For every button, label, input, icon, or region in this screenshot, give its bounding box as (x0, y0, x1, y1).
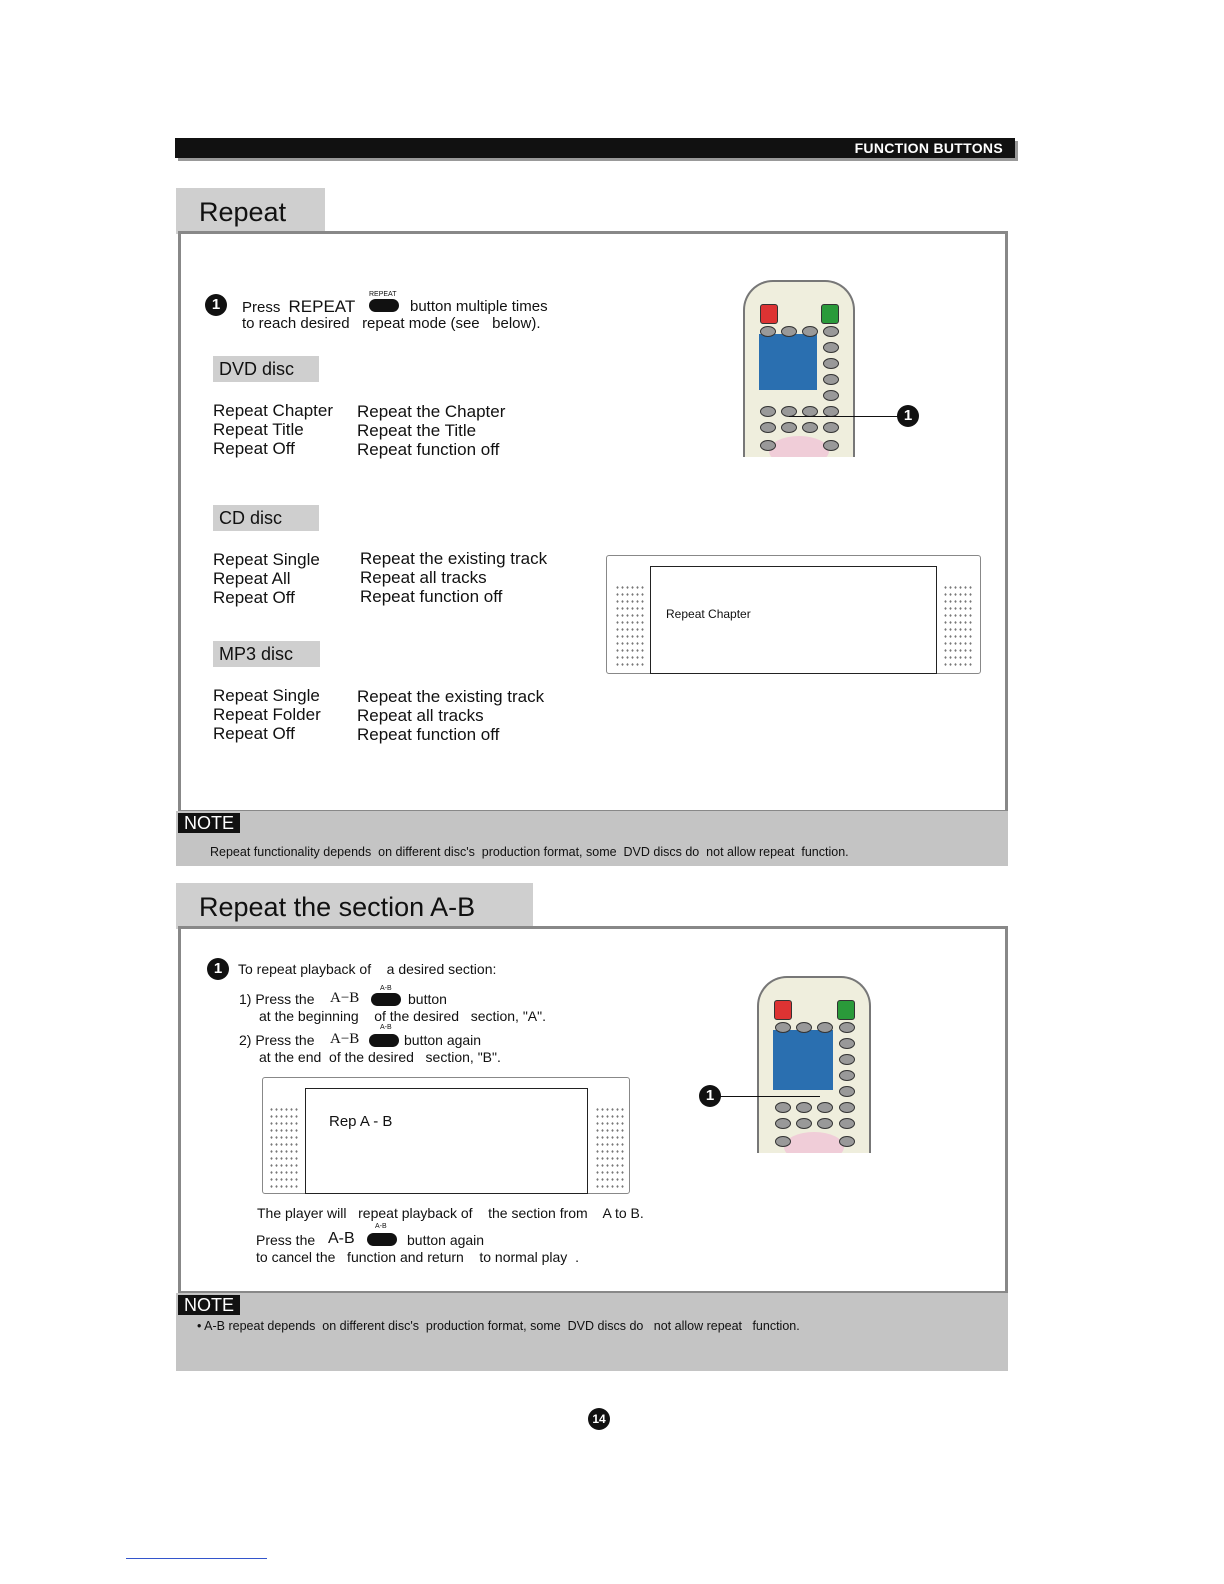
cd-descriptions (360, 549, 547, 606)
ab-button-caption: A-B (380, 985, 392, 992)
remote-callout-1: 1 (897, 405, 919, 427)
note-text-body: A-B repeat depends on different disc's production format, some DVD discs do not allow repeat function. (204, 1319, 800, 1333)
remote-control-illustration (743, 280, 855, 457)
callout-line (720, 1096, 820, 1097)
ab-section-title (176, 883, 533, 929)
note-text: Repeat functionality depends on different disc's production format, some DVD discs do not allow repeat function. (210, 845, 849, 859)
cd-desc: Repeat the existing track (360, 549, 548, 568)
ab-step2-post: button again (404, 1032, 482, 1048)
repeat-section-title (176, 188, 325, 234)
dvd-desc: Repeat function off (357, 440, 500, 459)
ab-button-icon (369, 1034, 399, 1047)
tv-screen-illustration (606, 555, 981, 674)
ab-intro: To repeat playback of a desired section: (238, 961, 497, 977)
eject-button-icon (821, 304, 839, 324)
ab-step2-pre: 2) Press the (239, 1032, 315, 1048)
ab-cancel-post: button again (407, 1232, 485, 1248)
section-header-title: FUNCTION BUTTONS (854, 140, 1003, 156)
ab-title-text: Repeat the section A-B (199, 892, 476, 922)
repeat-key-name: REPEAT (288, 297, 356, 316)
nav-pad (784, 1132, 844, 1153)
ab-step1-pre: 1) Press the (239, 991, 315, 1007)
step-1-marker: 1 (207, 958, 229, 980)
keypad-block (759, 334, 817, 390)
press-text: Press (242, 299, 281, 316)
cd-mode: Repeat Off (213, 588, 295, 607)
mp3-mode: Repeat Off (213, 724, 295, 743)
section-header-bar (175, 138, 1015, 158)
note-label: NOTE (178, 813, 240, 833)
power-button-icon (760, 304, 778, 324)
repeat-button-icon (369, 299, 399, 312)
tv-screen-illustration (262, 1077, 630, 1194)
ab-cancel-pre: Press the (256, 1232, 316, 1248)
callout-line (789, 416, 899, 417)
mp3-mode: Repeat Single (213, 686, 320, 705)
ab-step2-key: A−B (330, 1031, 360, 1047)
remote-control-illustration (757, 976, 871, 1153)
keypad-block (773, 1030, 833, 1090)
dvd-descriptions (357, 402, 505, 459)
dvd-disc-label: DVD disc (213, 356, 319, 382)
mp3-desc: Repeat the existing track (357, 687, 545, 706)
repeat-step-line1 (242, 297, 355, 317)
power-button-icon (774, 1000, 792, 1020)
ab-step1-line2: at the beginning of the desired section, "A". (259, 1008, 547, 1024)
mp3-modes (213, 686, 321, 743)
dvd-desc: Repeat the Title (357, 421, 477, 440)
page-number: 14 (588, 1408, 610, 1430)
repeat-step-line1-post: button multiple times (410, 298, 548, 315)
ab-button-icon (367, 1233, 397, 1246)
mp3-descriptions (357, 687, 544, 744)
remote-callout-1: 1 (699, 1085, 721, 1107)
screen-osd-text: Rep A - B (329, 1113, 393, 1130)
dvd-mode: Repeat Off (213, 439, 295, 458)
ab-result-text: The player will repeat playback of the section from A to B. (257, 1205, 644, 1221)
cd-mode: Repeat All (213, 569, 291, 588)
cd-desc: Repeat function off (360, 587, 503, 606)
ab-button-caption: A-B (380, 1024, 392, 1031)
ab-step1-post: button (408, 991, 447, 1007)
repeat-button-caption: REPEAT (369, 291, 397, 298)
footer-rule (126, 1558, 267, 1559)
dvd-mode: Repeat Chapter (213, 401, 334, 420)
cd-desc: Repeat all tracks (360, 568, 487, 587)
note-label: NOTE (178, 1295, 240, 1315)
cd-disc-label: CD disc (213, 505, 319, 531)
ab-step2-line2: at the end of the desired section, "B". (259, 1049, 501, 1065)
note-text: • A-B repeat depends on different disc's production format, some DVD discs do not allow repeat function. (197, 1319, 800, 1333)
dvd-modes (213, 401, 333, 458)
ab-button-caption: A-B (375, 1223, 387, 1230)
mp3-mode: Repeat Folder (213, 705, 321, 724)
eject-button-icon (837, 1000, 855, 1020)
cd-mode: Repeat Single (213, 550, 320, 569)
ab-step1-key: A−B (330, 990, 360, 1006)
dvd-mode: Repeat Title (213, 420, 304, 439)
mp3-desc: Repeat all tracks (357, 706, 484, 725)
repeat-title-text: Repeat (199, 197, 287, 227)
ab-cancel-key: A-B (328, 1230, 355, 1247)
mp3-desc: Repeat function off (357, 725, 500, 744)
step-1-marker: 1 (205, 294, 227, 316)
screen-osd-text: Repeat Chapter (666, 607, 751, 621)
dvd-desc: Repeat the Chapter (357, 402, 506, 421)
repeat-step-line2: to reach desired repeat mode (see below). (242, 315, 541, 332)
mp3-disc-label: MP3 disc (213, 641, 320, 667)
ab-cancel-line2: to cancel the function and return to normal play . (256, 1249, 579, 1265)
nav-pad (769, 436, 829, 457)
ab-button-icon (371, 993, 401, 1006)
cd-modes (213, 550, 320, 607)
